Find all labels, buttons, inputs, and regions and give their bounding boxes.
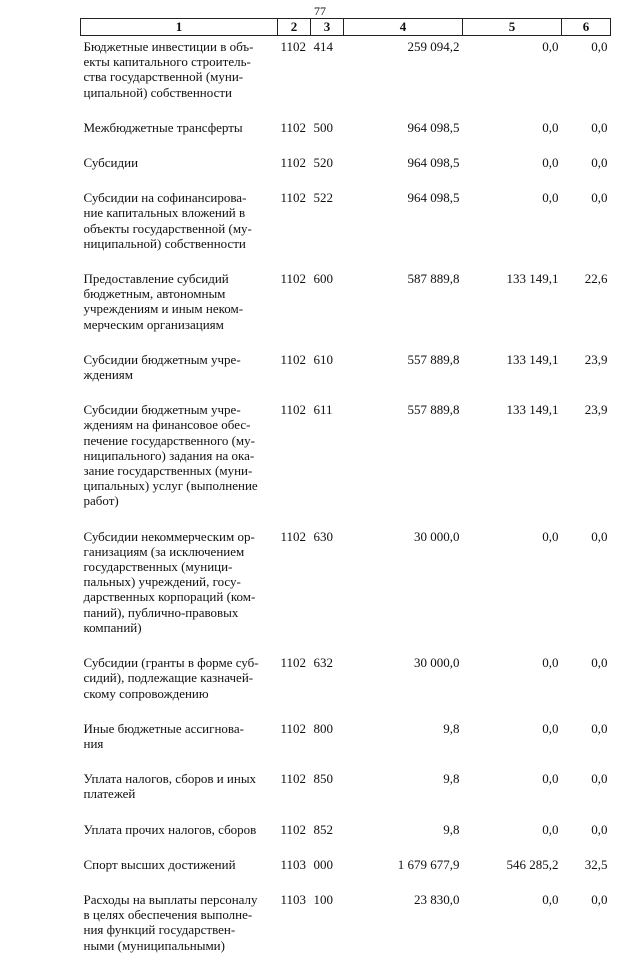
section-code: 1102 — [280, 655, 307, 671]
row-name-line: в целях обеспечения выполне- — [83, 907, 253, 923]
row-name-line: Субсидии некоммерческим ор- — [83, 528, 255, 544]
row-name-line: государственных (муници- — [83, 559, 233, 575]
execution-percent: 0,0 — [591, 39, 608, 54]
row-name-line: ждениям — [83, 367, 133, 383]
row-name-line: ными (муниципальными) — [83, 937, 225, 953]
execution-percent: 0,0 — [591, 155, 608, 171]
row-name-line: Межбюджетные трансферты — [83, 119, 243, 135]
row-name-line: паний), публично-правовых — [83, 604, 239, 620]
row-name-line: платежей — [83, 786, 136, 802]
table-row — [81, 36, 611, 117]
row-name — [81, 399, 278, 525]
row-name — [81, 187, 278, 268]
section-code: 1102 — [280, 155, 307, 171]
row-name — [81, 349, 278, 399]
header-col-3: 3 — [311, 19, 344, 36]
row-name-line: ства государственной (муни- — [83, 69, 244, 85]
table-row — [81, 152, 611, 187]
header-col-1: 1 — [81, 19, 278, 36]
execution-percent: 32,5 — [584, 856, 608, 872]
row-name-line: Иные бюджетные ассигнова- — [83, 720, 244, 736]
row-name-line: Расходы на выплаты персоналу — [83, 891, 258, 907]
row-name-line: пальных) учреждений, госу- — [83, 574, 241, 590]
row-name-line: Предоставление субсидий — [83, 271, 229, 287]
amount-executed: 133 149,1 — [506, 402, 559, 418]
expense-type-code: 100 — [313, 891, 333, 907]
header-col-4: 4 — [344, 19, 463, 36]
section-code: 1102 — [280, 402, 307, 418]
expense-type-code: 800 — [313, 720, 333, 736]
expense-type-code: 000 — [313, 856, 333, 872]
amount-planned: 557 889,8 — [407, 402, 460, 418]
row-name-line: ганизациям (за исключением — [83, 543, 245, 559]
amount-executed: 0,0 — [542, 771, 559, 787]
row-name-line: дарственных корпораций (ком- — [83, 589, 256, 605]
row-name — [81, 152, 278, 187]
section-code: 1102 — [280, 119, 307, 135]
section-code: 1102 — [280, 190, 307, 206]
amount-planned: 30 000,0 — [414, 528, 460, 544]
row-name — [81, 718, 278, 768]
expense-type-code: 852 — [313, 821, 333, 837]
row-name-line: мерческим организациям — [83, 316, 224, 332]
expense-type-code: 850 — [313, 771, 333, 787]
table-row — [81, 268, 611, 349]
table-row — [81, 819, 611, 854]
expense-type-code: 611 — [313, 402, 333, 418]
amount-executed: 0,0 — [542, 891, 559, 907]
row-name-line: Уплата прочих налогов, сборов — [83, 821, 257, 837]
section-code: 1103 — [280, 891, 307, 907]
header-row — [81, 19, 611, 36]
amount-planned: 23 830,0 — [414, 891, 460, 907]
section-code: 1102 — [280, 39, 307, 54]
amount-planned: 9,8 — [443, 720, 460, 736]
amount-executed: 133 149,1 — [506, 271, 559, 287]
amount-executed: 0,0 — [542, 528, 559, 544]
amount-executed: 0,0 — [542, 39, 559, 54]
amount-planned: 30 000,0 — [414, 655, 460, 671]
row-name — [81, 889, 278, 970]
amount-planned: 587 889,8 — [407, 271, 460, 287]
table-row — [81, 768, 611, 818]
row-name-line: Спорт высших достижений — [83, 856, 236, 872]
row-name — [81, 854, 278, 889]
row-name-line: компаний) — [83, 619, 142, 635]
row-name — [81, 526, 278, 652]
section-code: 1103 — [280, 856, 307, 872]
expense-type-code: 500 — [313, 119, 333, 135]
amount-executed: 0,0 — [542, 190, 559, 206]
row-name-line: ципальной) собственности — [83, 84, 232, 100]
execution-percent: 23,9 — [584, 351, 608, 367]
table-row — [81, 718, 611, 768]
row-name — [81, 652, 278, 718]
execution-percent: 0,0 — [591, 720, 608, 736]
row-name-line: ципальных) услуг (выполнение — [83, 478, 258, 494]
expense-type-code: 600 — [313, 271, 333, 287]
execution-percent: 0,0 — [591, 771, 608, 787]
section-code: 1102 — [280, 351, 307, 367]
row-name — [81, 268, 278, 349]
amount-executed: 0,0 — [542, 720, 559, 736]
table-row — [81, 117, 611, 152]
row-name-line: Уплата налогов, сборов и иных — [83, 771, 257, 787]
amount-executed: 546 285,2 — [506, 856, 559, 872]
table-row — [81, 854, 611, 889]
amount-executed: 133 149,1 — [506, 351, 559, 367]
table-header — [81, 19, 611, 36]
row-name-line: объекты государственной (му- — [83, 220, 252, 236]
amount-planned: 964 098,5 — [407, 190, 460, 206]
amount-executed: 0,0 — [542, 155, 559, 171]
execution-percent: 22,6 — [584, 271, 608, 287]
table-row — [81, 349, 611, 399]
header-col-2: 2 — [278, 19, 311, 36]
row-name-line: работ) — [83, 493, 119, 509]
row-name-line: ния функций государствен- — [83, 922, 236, 938]
row-name-line: бюджетным, автономным — [83, 286, 226, 302]
row-name-line: зание государственных (муни- — [83, 463, 253, 479]
section-code: 1102 — [280, 771, 307, 787]
section-code: 1102 — [280, 271, 307, 287]
amount-executed: 0,0 — [542, 655, 559, 671]
page-number: 77 — [314, 4, 326, 18]
expense-type-code: 632 — [313, 655, 333, 671]
expense-type-code: 610 — [313, 351, 333, 367]
row-name-line: ния — [83, 735, 104, 751]
amount-executed: 0,0 — [542, 119, 559, 135]
row-name — [81, 117, 278, 152]
table-row — [81, 187, 611, 268]
row-name-line: Субсидии на софинансирова- — [83, 190, 247, 206]
row-name-line: скому сопровождению — [83, 685, 209, 701]
table-body — [81, 36, 611, 970]
amount-planned: 557 889,8 — [407, 351, 460, 367]
section-code: 1102 — [280, 720, 307, 736]
row-name-line: Бюджетные инвестиции в объ- — [83, 39, 254, 54]
amount-planned: 964 098,5 — [407, 119, 460, 135]
row-name-line: учреждениям и иным неком- — [83, 301, 244, 317]
table-row — [81, 652, 611, 718]
execution-percent: 0,0 — [591, 821, 608, 837]
expense-type-code: 520 — [313, 155, 333, 171]
row-name-line: Субсидии бюджетным учре- — [83, 402, 241, 418]
table-row — [81, 399, 611, 525]
row-name-line: Субсидии — [83, 155, 139, 171]
row-name-line: ждениям на финансовое обес- — [83, 417, 251, 433]
execution-percent: 0,0 — [591, 190, 608, 206]
amount-planned: 9,8 — [443, 771, 460, 787]
execution-percent: 0,0 — [591, 119, 608, 135]
row-name-line: печение государственного (му- — [83, 432, 255, 448]
section-code: 1102 — [280, 528, 307, 544]
expense-type-code: 630 — [313, 528, 333, 544]
row-name — [81, 36, 278, 117]
execution-percent: 0,0 — [591, 528, 608, 544]
section-code: 1102 — [280, 821, 307, 837]
row-name-line: Субсидии (гранты в форме суб- — [83, 655, 259, 671]
amount-planned: 1 679 677,9 — [397, 856, 460, 872]
row-name-line: ниципальной) собственности — [83, 235, 246, 251]
header-col-5: 5 — [463, 19, 562, 36]
table-row — [81, 526, 611, 652]
execution-percent: 23,9 — [584, 402, 608, 418]
amount-planned: 9,8 — [443, 821, 460, 837]
execution-percent: 0,0 — [591, 655, 608, 671]
header-col-6: 6 — [562, 19, 611, 36]
row-name-line: екты капитального строитель- — [83, 54, 251, 70]
expense-type-code: 414 — [313, 39, 333, 54]
amount-executed: 0,0 — [542, 821, 559, 837]
row-name — [81, 768, 278, 818]
table-row — [81, 889, 611, 970]
expense-type-code: 522 — [313, 190, 333, 206]
row-name-line: ниципального) задания на ока- — [83, 447, 255, 463]
row-name-line: Субсидии бюджетным учре- — [83, 351, 241, 367]
row-name-line: ние капитальных вложений в — [83, 205, 246, 221]
row-name-line: сидий), подлежащие казначей- — [83, 670, 254, 686]
execution-percent: 0,0 — [591, 891, 608, 907]
amount-planned: 259 094,2 — [407, 39, 460, 54]
budget-table — [80, 18, 611, 970]
row-name — [81, 819, 278, 854]
amount-planned: 964 098,5 — [407, 155, 460, 171]
